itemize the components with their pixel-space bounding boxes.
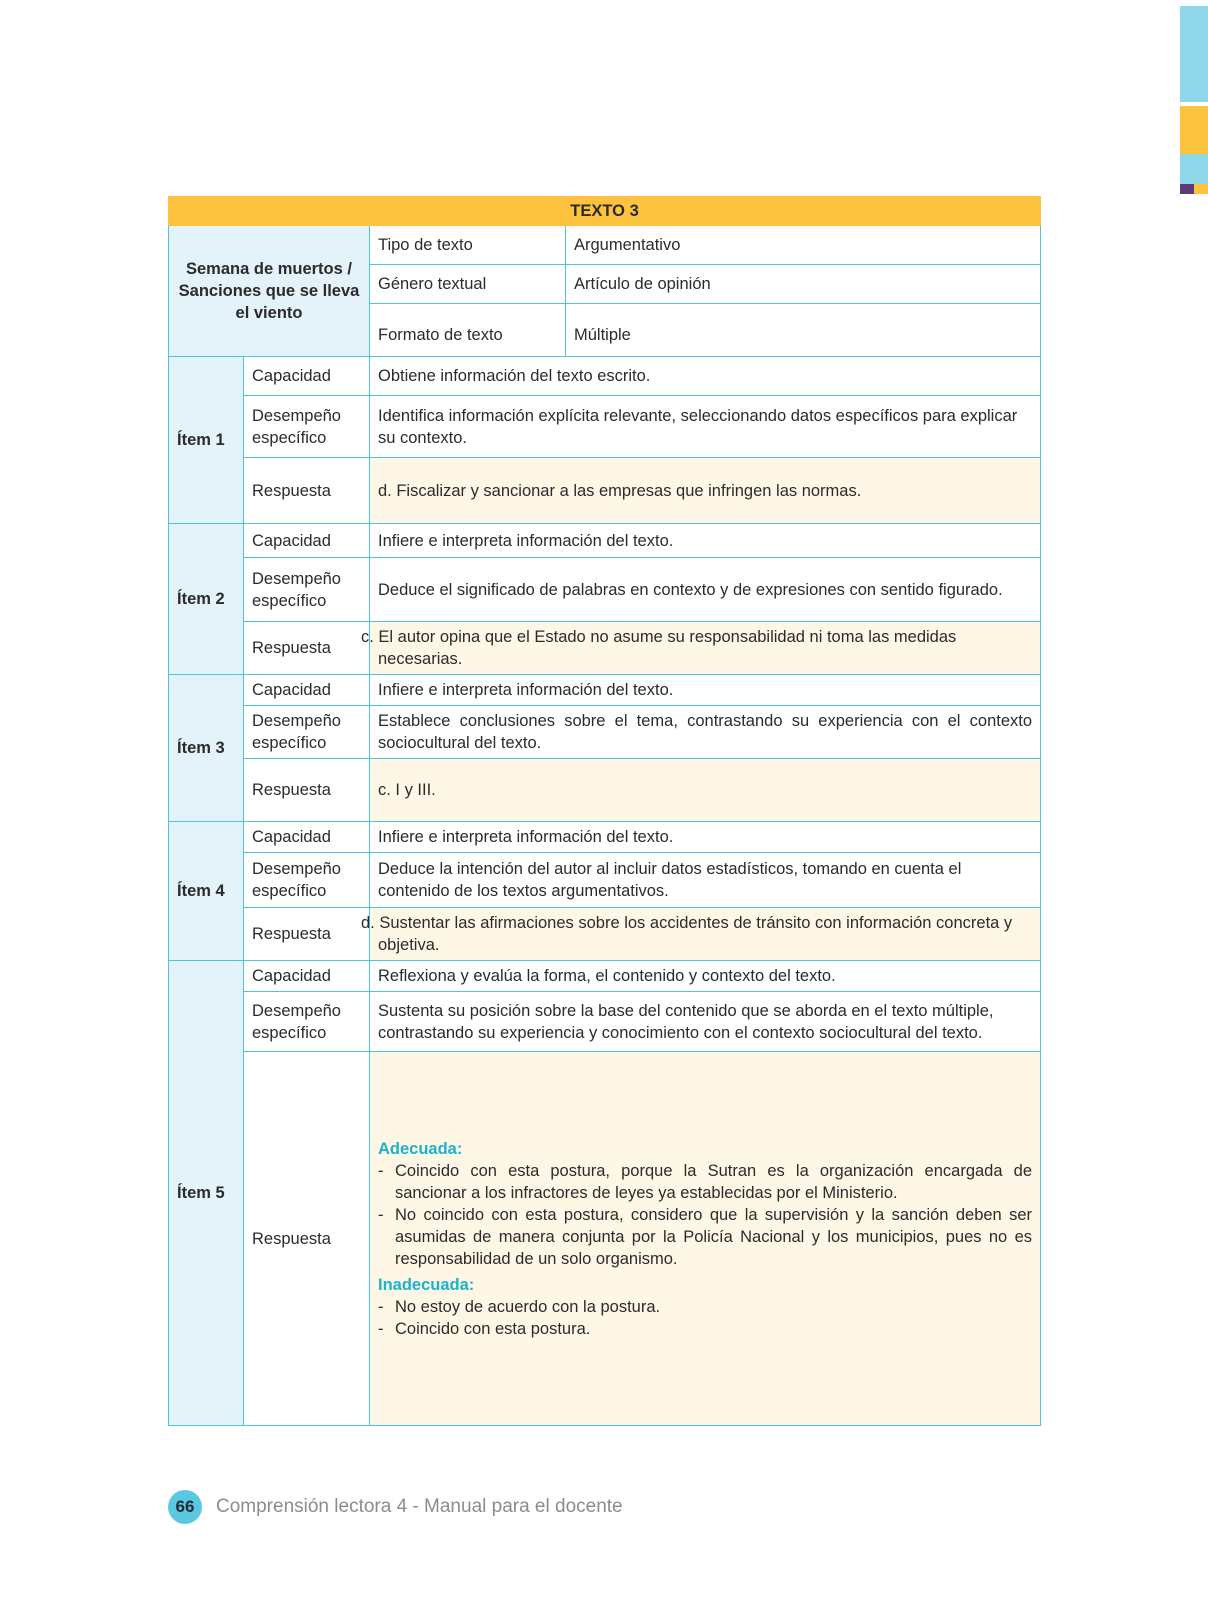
list-item (378, 1160, 1032, 1204)
respuesta-label: Respuesta (244, 622, 370, 675)
respuesta-text: c. I y III. (370, 759, 1041, 822)
dash-bullet: - (378, 1161, 384, 1180)
dash-bullet: - (378, 1297, 384, 1316)
desempeno-text: Sustenta su posición sobre la base del contenido que se aborda en el texto múltiple, contrastando su experiencia y conocimiento con el contexto sociocultural del texto. (370, 992, 1041, 1052)
page-footer (168, 1490, 623, 1524)
inadequate-label: Inadecuada: (378, 1275, 475, 1294)
capacidad-label: Capacidad (244, 675, 370, 706)
inadequate-answer: No estoy de acuerdo con la postura. (395, 1297, 661, 1316)
capacidad-text: Infiere e interpreta información del texto. (370, 675, 1041, 706)
meta-label: Tipo de texto (370, 226, 566, 265)
desempeno-label: Desempeño específico (244, 853, 370, 908)
list-item (378, 1318, 1032, 1340)
meta-value: Argumentativo (566, 226, 1041, 265)
capacidad-text: Reflexiona y evalúa la forma, el contenido y contexto del texto. (370, 961, 1041, 992)
respuesta-text: d. Fiscalizar y sancionar a las empresas que infringen las normas. (370, 458, 1041, 524)
item-label: Ítem 4 (169, 822, 244, 961)
table-title: TEXTO 3 (169, 197, 1041, 226)
evaluation-table (168, 196, 1041, 1426)
desempeno-text: Deduce la intención del autor al incluir datos estadísticos, tomando en cuenta el contenido de los textos argumentativos. (370, 853, 1041, 908)
capacidad-text: Infiere e interpreta información del texto. (370, 822, 1041, 853)
meta-label: Formato de texto (370, 304, 566, 357)
desempeno-label: Desempeño específico (244, 558, 370, 622)
capacidad-text: Obtiene información del texto escrito. (370, 357, 1041, 396)
capacidad-label: Capacidad (244, 524, 370, 558)
adequate-answer: No coincido con esta postura, considero que la supervisión y la sanción deben ser asumidas de manera conjunta por la Policía Nacional y los municipios, pues no es responsabilidad de un solo organismo. (395, 1205, 1033, 1268)
desempeno-text: Establece conclusiones sobre el tema, contrastando su experiencia con el contexto sociocultural del texto. (370, 706, 1041, 759)
desempeno-text: Identifica información explícita relevante, seleccionando datos específicos para explicar su contexto. (370, 396, 1041, 458)
capacidad-label: Capacidad (244, 961, 370, 992)
adequate-label: Adecuada: (378, 1139, 463, 1158)
desempeno-label: Desempeño específico (244, 992, 370, 1052)
dash-bullet: - (378, 1205, 384, 1224)
page-number: 66 (168, 1490, 202, 1524)
desempeno-text: Deduce el significado de palabras en contexto y de expresiones con sentido figurado. (370, 558, 1041, 622)
respuesta-text: d. Sustentar las afirmaciones sobre los accidentes de tránsito con información concreta y objetiva. (370, 908, 1041, 961)
item-label: Ítem 3 (169, 675, 244, 822)
desempeno-label: Desempeño específico (244, 706, 370, 759)
adequate-answer: Coincido con esta postura, porque la Sutran es la organización encargada de sancionar a los infractores de leyes ya establecidas por el Ministerio. (395, 1161, 1033, 1202)
desempeno-label: Desempeño específico (244, 396, 370, 458)
meta-label: Género textual (370, 265, 566, 304)
item-label: Ítem 1 (169, 357, 244, 524)
inadequate-answer: Coincido con esta postura. (395, 1319, 591, 1338)
meta-value: Múltiple (566, 304, 1041, 357)
capacidad-label: Capacidad (244, 822, 370, 853)
list-item (378, 1296, 1032, 1318)
respuesta-text: c. El autor opina que el Estado no asume su responsabilidad ni toma las medidas necesarias. (370, 622, 1041, 675)
list-item (378, 1204, 1032, 1270)
respuesta-label: Respuesta (244, 908, 370, 961)
footer-title: Comprensión lectora 4 - Manual para el docente (216, 1496, 623, 1517)
meta-value: Artículo de opinión (566, 265, 1041, 304)
item-label: Ítem 5 (169, 961, 244, 1426)
text-name: Semana de muertos / Sanciones que se lleva el viento (169, 226, 370, 357)
respuesta-label: Respuesta (244, 458, 370, 524)
edge-color-tab (1180, 6, 1208, 194)
capacidad-text: Infiere e interpreta información del texto. (370, 524, 1041, 558)
respuesta-label: Respuesta (244, 759, 370, 822)
respuesta-block (370, 1052, 1041, 1426)
item-label: Ítem 2 (169, 524, 244, 675)
dash-bullet: - (378, 1319, 384, 1338)
capacidad-label: Capacidad (244, 357, 370, 396)
respuesta-label: Respuesta (244, 1052, 370, 1426)
